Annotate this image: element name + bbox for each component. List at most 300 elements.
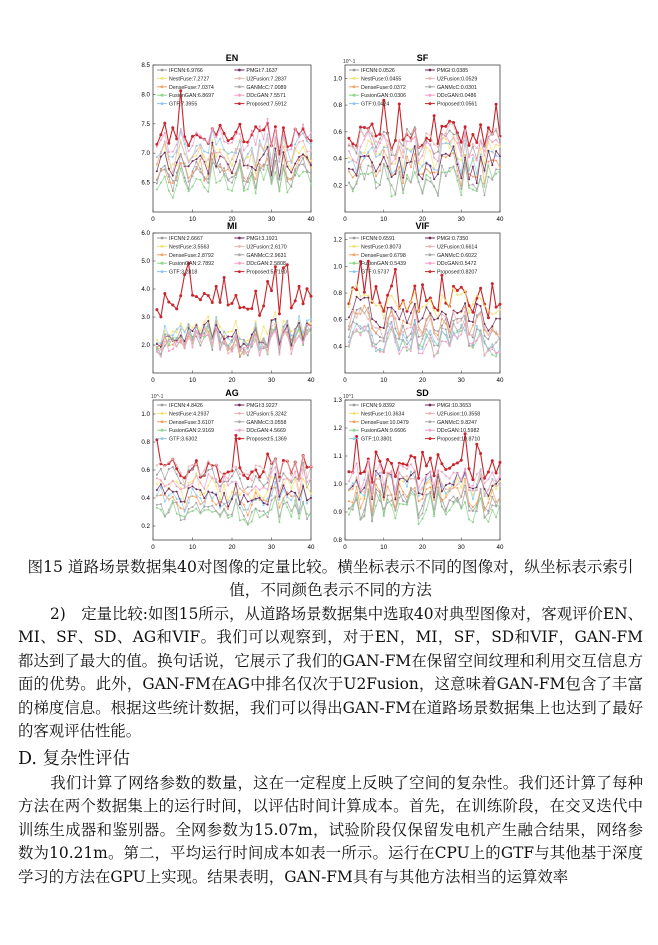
- x-tick-label: 30: [268, 377, 275, 384]
- series-point: [487, 131, 489, 133]
- series-point: [180, 342, 182, 344]
- series-point: [491, 348, 493, 350]
- series-point: [243, 149, 245, 151]
- series-point: [195, 459, 198, 462]
- series-point: [379, 463, 381, 465]
- series-point: [176, 328, 178, 330]
- series-point: [298, 480, 300, 482]
- series-point: [406, 340, 408, 342]
- series-point: [422, 505, 424, 507]
- series-point: [235, 493, 237, 495]
- legend-marker: [353, 262, 356, 265]
- series-point: [180, 338, 182, 340]
- series-point: [259, 159, 261, 161]
- series-point: [255, 335, 257, 337]
- series-point: [298, 499, 300, 501]
- series-point: [402, 189, 404, 191]
- series-point: [495, 472, 498, 475]
- series-point: [254, 290, 257, 293]
- series-point: [422, 479, 424, 481]
- series-point: [487, 521, 489, 523]
- series-point: [254, 125, 257, 128]
- series-point: [406, 468, 408, 470]
- series-point: [484, 517, 486, 519]
- series-point: [375, 344, 377, 346]
- series-point: [414, 145, 416, 147]
- series-point: [398, 103, 401, 106]
- series-point: [484, 186, 486, 188]
- series-point: [255, 173, 257, 175]
- series-point: [310, 493, 312, 495]
- legend-entry: Proposed:0.8207: [436, 269, 478, 276]
- series-point: [255, 485, 257, 487]
- series-point: [456, 163, 458, 165]
- series-point: [278, 521, 280, 523]
- series-point: [180, 335, 182, 337]
- x-tick-label: 10: [380, 544, 388, 551]
- series-point: [267, 516, 269, 518]
- series-point: [394, 158, 396, 160]
- series-point: [211, 468, 213, 470]
- series-point: [298, 492, 300, 494]
- series-point: [375, 350, 377, 352]
- series-point: [259, 465, 261, 467]
- series-point: [363, 152, 365, 154]
- series-point: [445, 313, 447, 315]
- series-point: [192, 510, 194, 512]
- legend-entry: Proposed:7.5912: [246, 101, 287, 108]
- series-point: [243, 504, 245, 506]
- series-point: [156, 170, 158, 172]
- series-point: [356, 296, 358, 298]
- series-point: [414, 487, 416, 489]
- series-point: [192, 327, 194, 329]
- series-point: [176, 152, 178, 154]
- series-point: [453, 133, 455, 135]
- series-point: [414, 308, 416, 310]
- series-point: [180, 519, 182, 521]
- series-point: [499, 484, 501, 486]
- series-point: [251, 334, 253, 336]
- series-point: [215, 156, 217, 158]
- series-point: [460, 495, 462, 497]
- series-point: [294, 460, 296, 462]
- series-point: [184, 143, 186, 145]
- series-point: [168, 344, 170, 346]
- series-point: [267, 482, 269, 484]
- series-point: [387, 472, 389, 474]
- series-point: [418, 310, 420, 312]
- y-tick-label: 2.0: [141, 342, 150, 349]
- series-point: [223, 481, 225, 483]
- y-tick-label: 3.0: [141, 314, 150, 321]
- series-point: [484, 482, 486, 484]
- series-point: [203, 150, 205, 152]
- series-point: [290, 499, 292, 501]
- series-point: [360, 129, 362, 131]
- series-point: [227, 514, 229, 516]
- series-point: [302, 163, 304, 165]
- series-point: [243, 165, 245, 167]
- series-point: [187, 144, 190, 147]
- series-point: [298, 141, 300, 143]
- series-point: [263, 499, 265, 501]
- series-point: [243, 515, 245, 517]
- series-point: [298, 152, 300, 154]
- series-point: [191, 135, 194, 138]
- series-point: [164, 493, 166, 495]
- series-point: [251, 130, 253, 132]
- series-point: [472, 324, 474, 326]
- series-point: [259, 125, 261, 127]
- series-point: [383, 318, 385, 320]
- y-tick-label: 6.0: [141, 230, 150, 237]
- series-point: [251, 172, 253, 174]
- series-point: [464, 317, 466, 319]
- series-point: [456, 318, 458, 320]
- series-point: [168, 334, 170, 336]
- legend-marker: [161, 429, 164, 432]
- series-point: [180, 128, 182, 130]
- series-point: [207, 509, 209, 511]
- series-point: [479, 123, 482, 126]
- series-point: [156, 504, 158, 506]
- series-point: [367, 128, 369, 130]
- series-point: [290, 482, 292, 484]
- series-point: [379, 304, 381, 306]
- series-point: [425, 475, 427, 477]
- series-point: [472, 157, 474, 159]
- legend-marker: [161, 437, 164, 440]
- legend-marker: [353, 69, 356, 72]
- series-point: [294, 299, 297, 302]
- series-point: [476, 328, 478, 330]
- series-point: [195, 295, 198, 298]
- series-point: [227, 478, 229, 480]
- legend-entry: DenseFuse:0.0372: [361, 84, 406, 91]
- x-tick-label: 30: [457, 544, 465, 551]
- series-point: [176, 485, 178, 487]
- series-point: [168, 483, 170, 485]
- series-point: [302, 485, 304, 487]
- series-point: [286, 327, 288, 329]
- series-point: [306, 503, 308, 505]
- series-point: [379, 494, 381, 496]
- series-point: [441, 154, 443, 156]
- series-point: [425, 333, 427, 335]
- legend-marker: [161, 245, 164, 248]
- series-point: [255, 492, 257, 494]
- series-point: [402, 177, 404, 179]
- series-point: [278, 160, 280, 162]
- paragraph-complexity: [18, 772, 643, 889]
- paragraph-text: 我们计算了网络参数的数量，这在一定程度上反映了空间的复杂性。我们还计算了每种方法在两个数据集上的运行时间，以评估时间计算成本。首先，在训练阶段，在交叉迭代中训练生成器和鉴别器。全网参数为15.07m，试验阶段仅保留发电机产生融合结果，网络参数为10.21m。第二，平均运行时间成本如表一所示。运行在CPU上的GTF与其他基于深度学习的方法在GPU上实现。结果表明，GAN-FM具有与其他方法相当的运算效率: [18, 774, 643, 886]
- series-point: [211, 477, 213, 479]
- series-point: [199, 497, 201, 499]
- series-point: [302, 468, 304, 470]
- series-point: [247, 177, 249, 179]
- series-point: [184, 139, 186, 141]
- y-tick-label: 0.6: [333, 128, 342, 136]
- series-point: [363, 155, 365, 157]
- series-point: [199, 482, 201, 484]
- series-point: [456, 138, 458, 140]
- series-point: [445, 488, 447, 490]
- series-point: [360, 299, 362, 301]
- series-point: [164, 325, 166, 327]
- series-point: [449, 170, 451, 172]
- series-point: [219, 480, 222, 483]
- legend-marker: [429, 102, 432, 105]
- series-point: [227, 480, 229, 482]
- series-point: [391, 163, 393, 165]
- series-point: [449, 499, 451, 501]
- series-point: [441, 506, 443, 508]
- series-point: [259, 353, 261, 355]
- series-point: [235, 466, 237, 468]
- series-point: [231, 351, 233, 353]
- x-tick-label: 10: [189, 216, 196, 223]
- series-point: [453, 487, 455, 489]
- series-point: [271, 319, 273, 321]
- series-point: [445, 492, 447, 494]
- series-point: [267, 478, 269, 480]
- legend-entry: NestFuse:3.5563: [169, 244, 210, 251]
- series-point: [464, 140, 466, 142]
- series-point: [425, 488, 427, 490]
- series-point: [246, 308, 249, 311]
- series-point: [402, 466, 404, 468]
- series-point: [176, 464, 178, 466]
- series-point: [192, 347, 194, 349]
- series-point: [391, 149, 393, 151]
- y-tick-label: 7.0: [141, 150, 150, 158]
- series-point: [348, 171, 350, 173]
- series-point: [367, 331, 369, 333]
- series-point: [441, 471, 443, 473]
- series-point: [215, 485, 217, 487]
- series-point: [367, 295, 369, 297]
- series-point: [414, 478, 416, 480]
- series-point: [363, 514, 365, 516]
- series-point: [359, 126, 362, 129]
- series-point: [390, 285, 393, 288]
- series-point: [243, 339, 245, 341]
- series-point: [499, 137, 501, 139]
- series-point: [499, 141, 501, 143]
- series-point: [168, 173, 170, 175]
- series-point: [211, 146, 213, 148]
- series-point: [227, 143, 229, 145]
- series-point: [164, 132, 166, 134]
- series-point: [164, 336, 166, 338]
- series-point: [394, 268, 397, 271]
- series-point: [406, 162, 408, 164]
- legend-entry: NestFuse:0.8073: [361, 244, 402, 251]
- series-point: [231, 467, 233, 469]
- series-point: [402, 301, 404, 303]
- legend-entry: DDcGAN:2.5808: [246, 261, 286, 268]
- series-point: [433, 508, 435, 510]
- series-point: [271, 331, 273, 333]
- series-point: [352, 177, 354, 179]
- series-point: [387, 333, 389, 335]
- series-point: [163, 292, 166, 295]
- series-point: [402, 157, 404, 159]
- series-point: [274, 495, 276, 497]
- series-point: [360, 166, 362, 168]
- series-point: [352, 288, 354, 290]
- series-point: [235, 133, 237, 135]
- series-point: [263, 487, 265, 489]
- series-point: [472, 189, 474, 191]
- series-point: [302, 140, 304, 142]
- series-point: [456, 180, 458, 182]
- series-point: [278, 352, 280, 354]
- legend-entry: FusionGAN:9.6606: [361, 428, 407, 435]
- legend-entry: GANMcC:3.0558: [246, 419, 287, 426]
- series-point: [246, 477, 249, 480]
- series-point: [223, 335, 225, 337]
- series-point: [406, 322, 408, 324]
- series-point: [239, 140, 241, 142]
- series-point: [274, 148, 276, 150]
- series-point: [271, 468, 273, 470]
- series-point: [259, 166, 261, 168]
- series-point: [156, 507, 158, 509]
- series-point: [363, 157, 365, 159]
- legend-entry: PMGI:0.7350: [436, 236, 469, 242]
- series-point: [375, 171, 377, 173]
- series-point: [379, 184, 381, 186]
- series-point: [164, 152, 166, 154]
- series-point: [271, 509, 273, 511]
- series-point: [255, 326, 257, 328]
- series-point: [195, 508, 197, 510]
- series-point: [298, 156, 300, 158]
- series-point: [476, 303, 478, 305]
- series-point: [231, 190, 233, 192]
- series-point: [410, 326, 412, 328]
- series-point: [294, 143, 296, 145]
- series-point: [267, 333, 269, 335]
- series-point: [239, 159, 241, 161]
- series-point: [360, 334, 362, 336]
- legend-entry: FusionGAN:0.0306: [361, 93, 407, 100]
- series-point: [429, 143, 431, 145]
- series-point: [367, 140, 369, 142]
- legend-marker: [353, 429, 356, 432]
- series-point: [231, 158, 233, 160]
- series-point: [352, 190, 354, 192]
- series-point: [207, 173, 209, 175]
- series-point: [379, 340, 381, 342]
- series-point: [448, 467, 451, 470]
- series-point: [371, 489, 373, 491]
- series-point: [156, 483, 158, 485]
- series-point: [441, 325, 443, 327]
- series-point: [476, 339, 478, 341]
- series-point: [243, 190, 245, 192]
- series-point: [282, 472, 284, 474]
- series-point: [211, 492, 213, 494]
- series-point: [227, 304, 230, 307]
- series-point: [398, 338, 400, 340]
- series-point: [468, 345, 470, 347]
- x-tick-label: 20: [228, 544, 236, 551]
- series-point: [290, 474, 292, 476]
- legend-entry: U2Fusion:0.0529: [436, 76, 478, 83]
- series-point: [310, 466, 312, 468]
- series-point: [363, 498, 365, 500]
- series-point: [294, 169, 296, 171]
- series-point: [259, 480, 261, 482]
- series-point: [298, 324, 300, 326]
- series-point: [418, 495, 420, 497]
- series-point: [184, 153, 186, 155]
- series-point: [302, 157, 304, 159]
- series-point: [398, 308, 400, 310]
- x-tick-label: 40: [496, 377, 504, 384]
- series-point: [475, 141, 478, 144]
- legend-entry: NestFuse:7.2727: [169, 76, 210, 83]
- legend-entry: U2Fusion:7.2837: [246, 76, 287, 83]
- series-point: [203, 474, 205, 476]
- series-point: [367, 318, 369, 320]
- series-point: [172, 197, 174, 199]
- legend-entry: DDcGAN:4.5669: [246, 428, 286, 435]
- series-point: [211, 505, 213, 507]
- series-point: [310, 173, 312, 175]
- series-point: [487, 488, 489, 490]
- y-tick-label: 0.6: [333, 316, 342, 324]
- series-point: [351, 142, 354, 145]
- series-point: [410, 487, 412, 489]
- series-point: [383, 156, 385, 158]
- series-point: [259, 516, 261, 518]
- series-point: [499, 146, 501, 148]
- series-point: [290, 516, 292, 518]
- series-point: [274, 481, 276, 483]
- series-point: [176, 338, 178, 340]
- series-point: [172, 151, 174, 153]
- series-point: [449, 345, 451, 347]
- series-point: [356, 328, 358, 330]
- series-point: [360, 325, 362, 327]
- chart-title: MI: [227, 221, 237, 231]
- series-point: [437, 173, 439, 175]
- series-point: [211, 142, 213, 144]
- series-point: [199, 494, 201, 496]
- series-point: [487, 512, 489, 514]
- series-point: [464, 302, 466, 304]
- series-point: [360, 173, 362, 175]
- series-point: [487, 165, 489, 167]
- series-point: [491, 164, 493, 166]
- series-point: [422, 155, 424, 157]
- series-point: [352, 159, 354, 161]
- series-point: [251, 504, 253, 506]
- series-point: [499, 155, 501, 157]
- legend-marker: [238, 237, 241, 240]
- series-point: [207, 159, 209, 161]
- series-point: [495, 139, 497, 141]
- series-point: [422, 165, 424, 167]
- series-point: [414, 470, 416, 472]
- legend-entry: GANMcC:0.0301: [436, 84, 477, 91]
- series-point: [360, 146, 362, 148]
- series-point: [239, 133, 241, 135]
